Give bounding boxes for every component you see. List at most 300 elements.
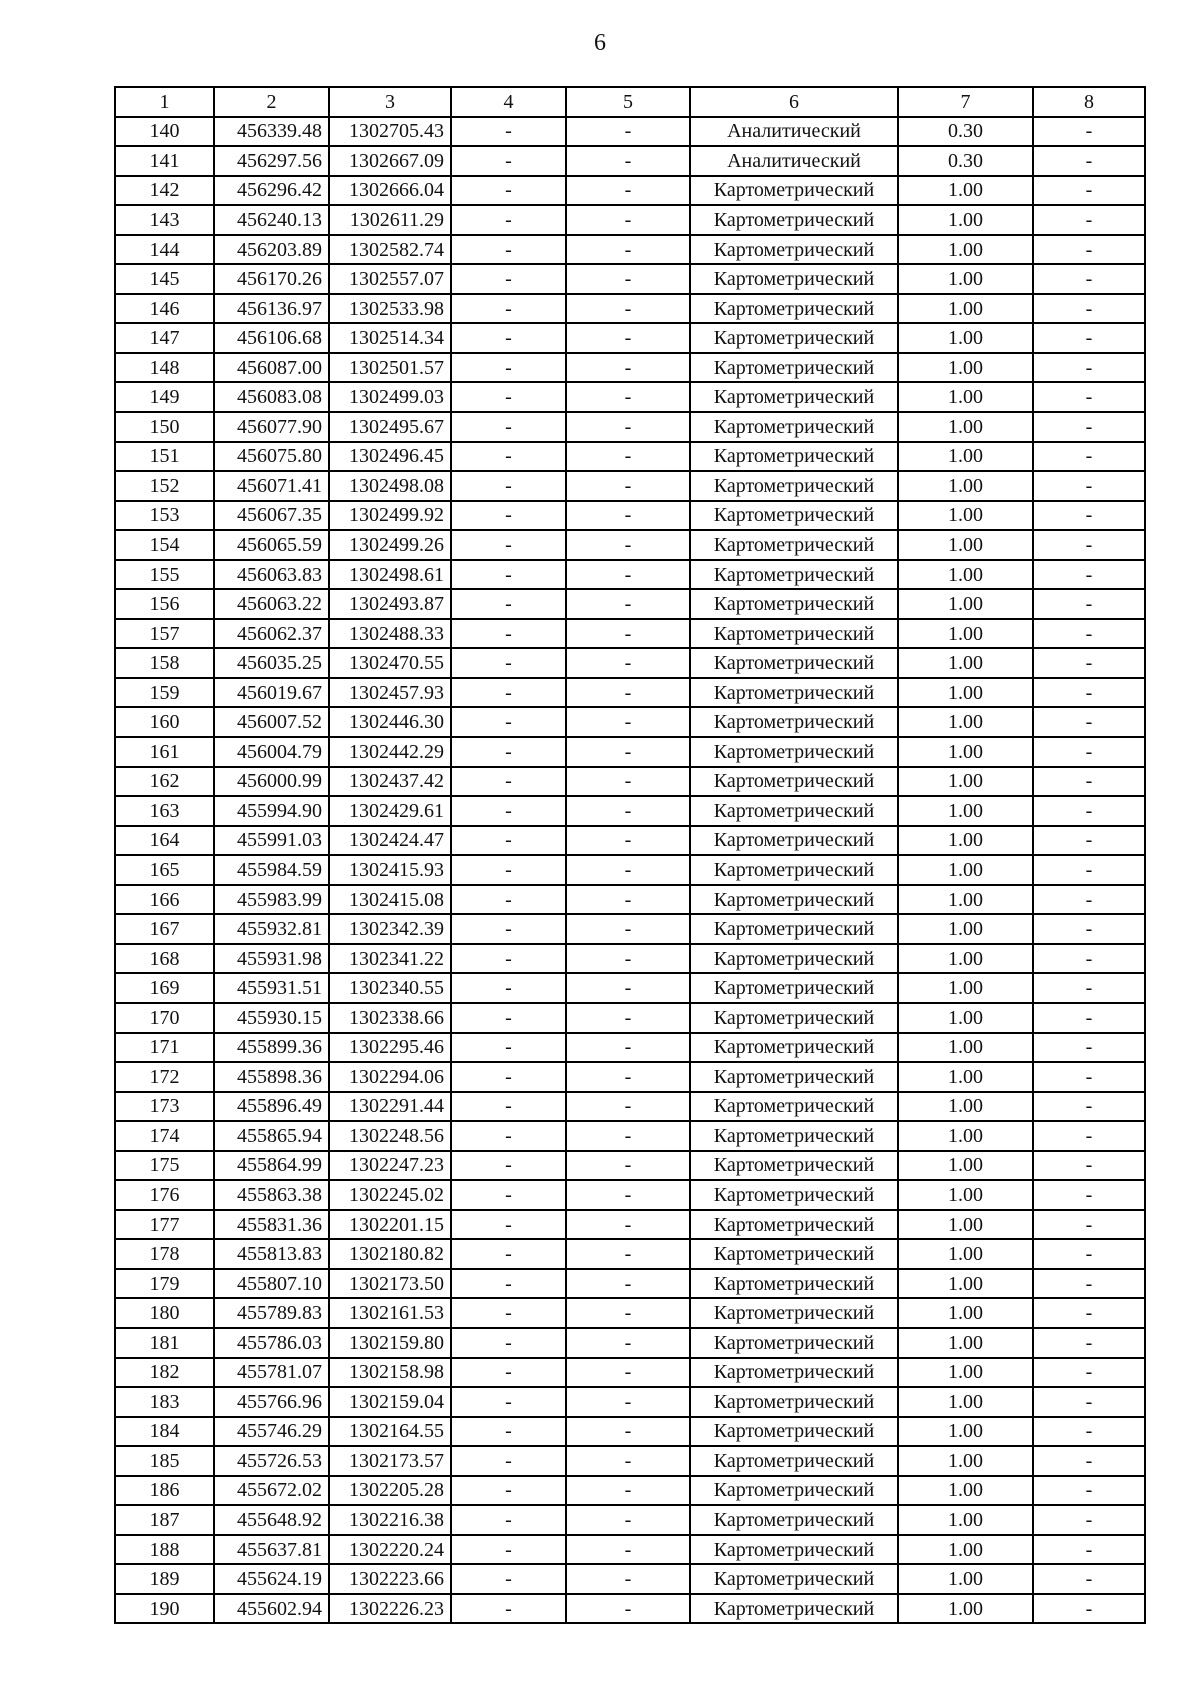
- column-5-cell: -: [566, 353, 690, 383]
- table-row: [115, 1151, 1145, 1181]
- y-coordinate-cell: 1302501.57: [329, 353, 451, 383]
- column-8-cell: -: [1033, 1298, 1145, 1328]
- column-4-cell: -: [451, 353, 566, 383]
- column-5-cell: -: [566, 1535, 690, 1565]
- column-header: 5: [566, 87, 690, 117]
- column-4-cell: -: [451, 914, 566, 944]
- x-coordinate-cell: 455746.29: [214, 1417, 329, 1447]
- x-coordinate-cell: 456007.52: [214, 707, 329, 737]
- method-cell: Картометрический: [690, 1003, 898, 1033]
- table-row: [115, 176, 1145, 206]
- method-cell: Картометрический: [690, 382, 898, 412]
- accuracy-cell: 1.00: [898, 1033, 1033, 1063]
- method-cell: Картометрический: [690, 530, 898, 560]
- method-cell: Картометрический: [690, 176, 898, 206]
- table-row: [115, 501, 1145, 531]
- column-5-cell: -: [566, 1210, 690, 1240]
- y-coordinate-cell: 1302495.67: [329, 412, 451, 442]
- column-5-cell: -: [566, 205, 690, 235]
- accuracy-cell: 1.00: [898, 1594, 1033, 1624]
- point-number-cell: 154: [115, 530, 214, 560]
- x-coordinate-cell: 456004.79: [214, 737, 329, 767]
- column-4-cell: -: [451, 1328, 566, 1358]
- column-5-cell: -: [566, 117, 690, 147]
- column-5-cell: -: [566, 235, 690, 265]
- accuracy-cell: 1.00: [898, 235, 1033, 265]
- column-8-cell: -: [1033, 944, 1145, 974]
- column-8-cell: -: [1033, 885, 1145, 915]
- column-4-cell: -: [451, 1033, 566, 1063]
- x-coordinate-cell: 455983.99: [214, 885, 329, 915]
- column-5-cell: -: [566, 1446, 690, 1476]
- accuracy-cell: 1.00: [898, 589, 1033, 619]
- y-coordinate-cell: 1302498.61: [329, 560, 451, 590]
- accuracy-cell: 1.00: [898, 1564, 1033, 1594]
- column-8-cell: -: [1033, 914, 1145, 944]
- table-row: [115, 796, 1145, 826]
- accuracy-cell: 1.00: [898, 885, 1033, 915]
- accuracy-cell: 1.00: [898, 1180, 1033, 1210]
- x-coordinate-cell: 456065.59: [214, 530, 329, 560]
- x-coordinate-cell: 455602.94: [214, 1594, 329, 1624]
- column-8-cell: -: [1033, 826, 1145, 856]
- y-coordinate-cell: 1302667.09: [329, 146, 451, 176]
- table-row: [115, 205, 1145, 235]
- point-number-cell: 174: [115, 1121, 214, 1151]
- table-row: [115, 1269, 1145, 1299]
- column-header: 8: [1033, 87, 1145, 117]
- column-4-cell: -: [451, 1269, 566, 1299]
- point-number-cell: 182: [115, 1358, 214, 1388]
- column-5-cell: -: [566, 323, 690, 353]
- column-8-cell: -: [1033, 796, 1145, 826]
- table-row: [115, 294, 1145, 324]
- y-coordinate-cell: 1302470.55: [329, 648, 451, 678]
- method-cell: Картометрический: [690, 1180, 898, 1210]
- column-8-cell: -: [1033, 471, 1145, 501]
- point-number-cell: 145: [115, 264, 214, 294]
- column-5-cell: -: [566, 1328, 690, 1358]
- x-coordinate-cell: 455624.19: [214, 1564, 329, 1594]
- y-coordinate-cell: 1302496.45: [329, 442, 451, 472]
- x-coordinate-cell: 456170.26: [214, 264, 329, 294]
- table-row: [115, 973, 1145, 1003]
- x-coordinate-cell: 455831.36: [214, 1210, 329, 1240]
- y-coordinate-cell: 1302226.23: [329, 1594, 451, 1624]
- table-row: [115, 1092, 1145, 1122]
- method-cell: Картометрический: [690, 1121, 898, 1151]
- accuracy-cell: 1.00: [898, 855, 1033, 885]
- table-row: [115, 914, 1145, 944]
- column-5-cell: -: [566, 855, 690, 885]
- column-8-cell: -: [1033, 678, 1145, 708]
- accuracy-cell: 0.30: [898, 117, 1033, 147]
- y-coordinate-cell: 1302611.29: [329, 205, 451, 235]
- coordinates-table: [114, 86, 1146, 1624]
- column-4-cell: -: [451, 264, 566, 294]
- method-cell: Картометрический: [690, 619, 898, 649]
- x-coordinate-cell: 456000.99: [214, 767, 329, 797]
- method-cell: Картометрический: [690, 1564, 898, 1594]
- column-8-cell: -: [1033, 205, 1145, 235]
- y-coordinate-cell: 1302488.33: [329, 619, 451, 649]
- column-5-cell: -: [566, 1298, 690, 1328]
- accuracy-cell: 1.00: [898, 1535, 1033, 1565]
- x-coordinate-cell: 455931.51: [214, 973, 329, 1003]
- point-number-cell: 148: [115, 353, 214, 383]
- column-5-cell: -: [566, 796, 690, 826]
- column-8-cell: -: [1033, 855, 1145, 885]
- accuracy-cell: 1.00: [898, 1476, 1033, 1506]
- column-8-cell: -: [1033, 264, 1145, 294]
- column-8-cell: -: [1033, 353, 1145, 383]
- column-5-cell: -: [566, 471, 690, 501]
- column-5-cell: -: [566, 1476, 690, 1506]
- x-coordinate-cell: 455786.03: [214, 1328, 329, 1358]
- accuracy-cell: 1.00: [898, 737, 1033, 767]
- method-cell: Картометрический: [690, 648, 898, 678]
- x-coordinate-cell: 456077.90: [214, 412, 329, 442]
- point-number-cell: 179: [115, 1269, 214, 1299]
- column-8-cell: -: [1033, 560, 1145, 590]
- column-4-cell: -: [451, 737, 566, 767]
- column-5-cell: -: [566, 914, 690, 944]
- accuracy-cell: 1.00: [898, 767, 1033, 797]
- method-cell: Картометрический: [690, 471, 898, 501]
- table-row: [115, 885, 1145, 915]
- table-row: [115, 619, 1145, 649]
- method-cell: Картометрический: [690, 1476, 898, 1506]
- y-coordinate-cell: 1302158.98: [329, 1358, 451, 1388]
- point-number-cell: 143: [115, 205, 214, 235]
- column-header: 7: [898, 87, 1033, 117]
- method-cell: Картометрический: [690, 294, 898, 324]
- column-5-cell: -: [566, 767, 690, 797]
- y-coordinate-cell: 1302415.08: [329, 885, 451, 915]
- method-cell: Картометрический: [690, 1505, 898, 1535]
- y-coordinate-cell: 1302446.30: [329, 707, 451, 737]
- table-row: [115, 1535, 1145, 1565]
- method-cell: Картометрический: [690, 589, 898, 619]
- column-5-cell: -: [566, 619, 690, 649]
- column-4-cell: -: [451, 826, 566, 856]
- column-8-cell: -: [1033, 1121, 1145, 1151]
- column-8-cell: -: [1033, 737, 1145, 767]
- y-coordinate-cell: 1302164.55: [329, 1417, 451, 1447]
- column-4-cell: -: [451, 1180, 566, 1210]
- table-row: [115, 826, 1145, 856]
- column-8-cell: -: [1033, 235, 1145, 265]
- point-number-cell: 162: [115, 767, 214, 797]
- table-row: [115, 1033, 1145, 1063]
- column-5-cell: -: [566, 1594, 690, 1624]
- column-8-cell: -: [1033, 1417, 1145, 1447]
- accuracy-cell: 1.00: [898, 442, 1033, 472]
- x-coordinate-cell: 455984.59: [214, 855, 329, 885]
- table-row: [115, 1476, 1145, 1506]
- column-header: 1: [115, 87, 214, 117]
- y-coordinate-cell: 1302424.47: [329, 826, 451, 856]
- column-5-cell: -: [566, 1121, 690, 1151]
- table-row: [115, 1003, 1145, 1033]
- column-5-cell: -: [566, 264, 690, 294]
- table-row: [115, 235, 1145, 265]
- column-8-cell: -: [1033, 1446, 1145, 1476]
- point-number-cell: 144: [115, 235, 214, 265]
- method-cell: Картометрический: [690, 1535, 898, 1565]
- y-coordinate-cell: 1302159.80: [329, 1328, 451, 1358]
- accuracy-cell: 1.00: [898, 1298, 1033, 1328]
- y-coordinate-cell: 1302220.24: [329, 1535, 451, 1565]
- method-cell: Картометрический: [690, 235, 898, 265]
- table-row: [115, 1505, 1145, 1535]
- method-cell: Картометрический: [690, 1387, 898, 1417]
- column-8-cell: -: [1033, 767, 1145, 797]
- column-8-cell: -: [1033, 1505, 1145, 1535]
- y-coordinate-cell: 1302294.06: [329, 1062, 451, 1092]
- x-coordinate-cell: 455865.94: [214, 1121, 329, 1151]
- method-cell: Картометрический: [690, 944, 898, 974]
- table-row: [115, 560, 1145, 590]
- point-number-cell: 185: [115, 1446, 214, 1476]
- point-number-cell: 159: [115, 678, 214, 708]
- y-coordinate-cell: 1302245.02: [329, 1180, 451, 1210]
- x-coordinate-cell: 455899.36: [214, 1033, 329, 1063]
- column-5-cell: -: [566, 442, 690, 472]
- method-cell: Картометрический: [690, 1269, 898, 1299]
- x-coordinate-cell: 455781.07: [214, 1358, 329, 1388]
- x-coordinate-cell: 455813.83: [214, 1239, 329, 1269]
- accuracy-cell: 1.00: [898, 707, 1033, 737]
- point-number-cell: 187: [115, 1505, 214, 1535]
- accuracy-cell: 1.00: [898, 412, 1033, 442]
- point-number-cell: 150: [115, 412, 214, 442]
- column-4-cell: -: [451, 1092, 566, 1122]
- accuracy-cell: 1.00: [898, 1003, 1033, 1033]
- table-row: [115, 1062, 1145, 1092]
- method-cell: Картометрический: [690, 560, 898, 590]
- x-coordinate-cell: 455931.98: [214, 944, 329, 974]
- x-coordinate-cell: 455672.02: [214, 1476, 329, 1506]
- y-coordinate-cell: 1302173.50: [329, 1269, 451, 1299]
- table-row: [115, 944, 1145, 974]
- table-row: [115, 1239, 1145, 1269]
- x-coordinate-cell: 455930.15: [214, 1003, 329, 1033]
- point-number-cell: 188: [115, 1535, 214, 1565]
- point-number-cell: 153: [115, 501, 214, 531]
- point-number-cell: 184: [115, 1417, 214, 1447]
- accuracy-cell: 1.00: [898, 914, 1033, 944]
- point-number-cell: 171: [115, 1033, 214, 1063]
- column-4-cell: -: [451, 501, 566, 531]
- y-coordinate-cell: 1302514.34: [329, 323, 451, 353]
- x-coordinate-cell: 455648.92: [214, 1505, 329, 1535]
- y-coordinate-cell: 1302498.08: [329, 471, 451, 501]
- accuracy-cell: 1.00: [898, 944, 1033, 974]
- x-coordinate-cell: 456019.67: [214, 678, 329, 708]
- y-coordinate-cell: 1302666.04: [329, 176, 451, 206]
- point-number-cell: 183: [115, 1387, 214, 1417]
- accuracy-cell: 1.00: [898, 501, 1033, 531]
- method-cell: Картометрический: [690, 205, 898, 235]
- point-number-cell: 178: [115, 1239, 214, 1269]
- y-coordinate-cell: 1302582.74: [329, 235, 451, 265]
- column-4-cell: -: [451, 885, 566, 915]
- table-row: [115, 707, 1145, 737]
- point-number-cell: 151: [115, 442, 214, 472]
- point-number-cell: 165: [115, 855, 214, 885]
- column-8-cell: -: [1033, 1003, 1145, 1033]
- table-row: [115, 1446, 1145, 1476]
- point-number-cell: 169: [115, 973, 214, 1003]
- column-4-cell: -: [451, 796, 566, 826]
- x-coordinate-cell: 456297.56: [214, 146, 329, 176]
- column-8-cell: -: [1033, 501, 1145, 531]
- method-cell: Картометрический: [690, 323, 898, 353]
- column-4-cell: -: [451, 973, 566, 1003]
- column-8-cell: -: [1033, 1476, 1145, 1506]
- column-5-cell: -: [566, 707, 690, 737]
- point-number-cell: 163: [115, 796, 214, 826]
- column-4-cell: -: [451, 589, 566, 619]
- y-coordinate-cell: 1302161.53: [329, 1298, 451, 1328]
- column-4-cell: -: [451, 1535, 566, 1565]
- column-4-cell: -: [451, 323, 566, 353]
- table-row: [115, 1210, 1145, 1240]
- accuracy-cell: 1.00: [898, 1446, 1033, 1476]
- column-4-cell: -: [451, 117, 566, 147]
- column-8-cell: -: [1033, 619, 1145, 649]
- column-4-cell: -: [451, 382, 566, 412]
- column-5-cell: -: [566, 737, 690, 767]
- accuracy-cell: 0.30: [898, 146, 1033, 176]
- table-row: [115, 648, 1145, 678]
- page-number: 6: [594, 30, 606, 56]
- method-cell: Картометрический: [690, 796, 898, 826]
- accuracy-cell: 1.00: [898, 826, 1033, 856]
- point-number-cell: 190: [115, 1594, 214, 1624]
- column-4-cell: -: [451, 1476, 566, 1506]
- column-4-cell: -: [451, 1298, 566, 1328]
- column-8-cell: -: [1033, 707, 1145, 737]
- accuracy-cell: 1.00: [898, 264, 1033, 294]
- column-8-cell: -: [1033, 442, 1145, 472]
- table-row: [115, 471, 1145, 501]
- column-5-cell: -: [566, 1239, 690, 1269]
- y-coordinate-cell: 1302415.93: [329, 855, 451, 885]
- x-coordinate-cell: 456203.89: [214, 235, 329, 265]
- point-number-cell: 140: [115, 117, 214, 147]
- column-header: 2: [214, 87, 329, 117]
- y-coordinate-cell: 1302499.26: [329, 530, 451, 560]
- point-number-cell: 142: [115, 176, 214, 206]
- point-number-cell: 157: [115, 619, 214, 649]
- point-number-cell: 180: [115, 1298, 214, 1328]
- column-5-cell: -: [566, 412, 690, 442]
- accuracy-cell: 1.00: [898, 973, 1033, 1003]
- column-8-cell: -: [1033, 1564, 1145, 1594]
- table-header-row: [115, 87, 1145, 117]
- table-row: [115, 323, 1145, 353]
- column-4-cell: -: [451, 442, 566, 472]
- x-coordinate-cell: 456075.80: [214, 442, 329, 472]
- x-coordinate-cell: 455807.10: [214, 1269, 329, 1299]
- point-number-cell: 173: [115, 1092, 214, 1122]
- column-5-cell: -: [566, 294, 690, 324]
- column-4-cell: -: [451, 235, 566, 265]
- column-5-cell: -: [566, 589, 690, 619]
- x-coordinate-cell: 456240.13: [214, 205, 329, 235]
- accuracy-cell: 1.00: [898, 382, 1033, 412]
- accuracy-cell: 1.00: [898, 1092, 1033, 1122]
- column-5-cell: -: [566, 1033, 690, 1063]
- column-4-cell: -: [451, 1505, 566, 1535]
- accuracy-cell: 1.00: [898, 1358, 1033, 1388]
- point-number-cell: 152: [115, 471, 214, 501]
- column-4-cell: -: [451, 648, 566, 678]
- x-coordinate-cell: 455991.03: [214, 826, 329, 856]
- accuracy-cell: 1.00: [898, 471, 1033, 501]
- point-number-cell: 172: [115, 1062, 214, 1092]
- column-4-cell: -: [451, 1446, 566, 1476]
- column-5-cell: -: [566, 1003, 690, 1033]
- column-8-cell: -: [1033, 1210, 1145, 1240]
- column-4-cell: -: [451, 1417, 566, 1447]
- column-4-cell: -: [451, 619, 566, 649]
- method-cell: Картометрический: [690, 1151, 898, 1181]
- point-number-cell: 155: [115, 560, 214, 590]
- method-cell: Картометрический: [690, 501, 898, 531]
- table-row: [115, 589, 1145, 619]
- table-row: [115, 1417, 1145, 1447]
- method-cell: Картометрический: [690, 1210, 898, 1240]
- column-8-cell: -: [1033, 323, 1145, 353]
- column-4-cell: -: [451, 176, 566, 206]
- column-5-cell: -: [566, 1269, 690, 1299]
- x-coordinate-cell: 455766.96: [214, 1387, 329, 1417]
- column-4-cell: -: [451, 1003, 566, 1033]
- x-coordinate-cell: 456106.68: [214, 323, 329, 353]
- column-5-cell: -: [566, 678, 690, 708]
- point-number-cell: 189: [115, 1564, 214, 1594]
- y-coordinate-cell: 1302493.87: [329, 589, 451, 619]
- method-cell: Картометрический: [690, 914, 898, 944]
- column-8-cell: -: [1033, 530, 1145, 560]
- method-cell: Аналитический: [690, 146, 898, 176]
- table-row: [115, 855, 1145, 885]
- column-4-cell: -: [451, 1210, 566, 1240]
- column-5-cell: -: [566, 146, 690, 176]
- column-4-cell: -: [451, 471, 566, 501]
- x-coordinate-cell: 455896.49: [214, 1092, 329, 1122]
- x-coordinate-cell: 455932.81: [214, 914, 329, 944]
- table-row: [115, 382, 1145, 412]
- column-4-cell: -: [451, 294, 566, 324]
- method-cell: Картометрический: [690, 678, 898, 708]
- accuracy-cell: 1.00: [898, 1121, 1033, 1151]
- accuracy-cell: 1.00: [898, 1505, 1033, 1535]
- x-coordinate-cell: 456063.22: [214, 589, 329, 619]
- table-row: [115, 1564, 1145, 1594]
- column-5-cell: -: [566, 1387, 690, 1417]
- column-5-cell: -: [566, 1151, 690, 1181]
- x-coordinate-cell: 455898.36: [214, 1062, 329, 1092]
- y-coordinate-cell: 1302499.92: [329, 501, 451, 531]
- x-coordinate-cell: 456035.25: [214, 648, 329, 678]
- column-5-cell: -: [566, 501, 690, 531]
- y-coordinate-cell: 1302341.22: [329, 944, 451, 974]
- x-coordinate-cell: 455864.99: [214, 1151, 329, 1181]
